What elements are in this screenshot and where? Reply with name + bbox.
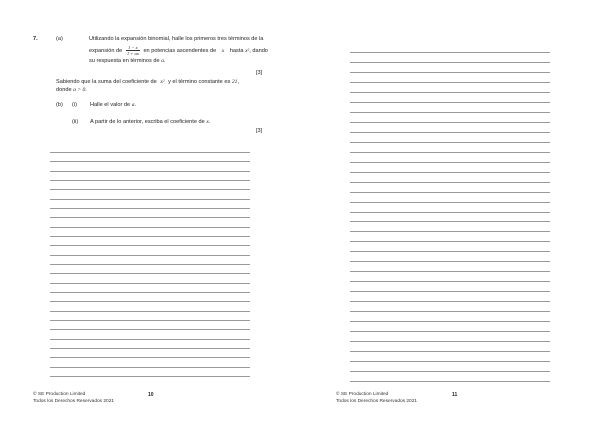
part-a-line-2-mid: en potencias ascendentes de	[143, 47, 217, 54]
variable-x: x	[221, 47, 225, 54]
answer-line	[350, 102, 550, 103]
answer-line	[350, 92, 550, 93]
answer-line	[50, 255, 250, 256]
part-a-line-2-pre: expansión de	[89, 47, 123, 54]
answer-line	[350, 72, 550, 73]
answer-line	[50, 236, 250, 237]
part-b-ii-pre: A partir de lo anterior, escriba el coeficiente de	[90, 119, 205, 125]
answer-line	[50, 339, 250, 340]
given-condition: a > 0	[73, 87, 86, 93]
part-a-line-3	[89, 58, 166, 65]
right-footer-rights: Todos los Derechos Reservados 2021	[336, 399, 418, 404]
answer-line	[350, 281, 550, 282]
part-b-ii-label: (ii)	[72, 119, 79, 125]
answer-line	[350, 52, 550, 53]
given-line-1-mid: y el término constante es	[168, 79, 231, 85]
answer-line	[50, 227, 250, 228]
given-line-1	[56, 79, 239, 86]
part-a-label: (a)	[56, 36, 63, 42]
given-line-2	[56, 87, 87, 94]
answer-line	[350, 221, 550, 222]
given-line-2-post: .	[85, 87, 87, 93]
answer-line	[350, 182, 550, 183]
part-b-i-variable: a	[131, 102, 135, 108]
binomial-fraction	[126, 45, 140, 56]
answer-line	[350, 142, 550, 143]
answer-line	[350, 241, 550, 242]
left-footer-rights: Todos los Derechos Reservados 2021	[33, 399, 115, 404]
answer-line	[50, 273, 250, 274]
answer-line	[50, 245, 250, 246]
answer-line	[350, 152, 550, 153]
answer-line	[350, 381, 550, 382]
part-b-i-text	[90, 102, 136, 109]
left-page-number: 10	[148, 392, 154, 398]
part-a-line-3-pre: su respuesta en términos de	[89, 58, 160, 64]
part-a-line-1: Utilizando la expansión binomial, halle los primeros tres términos de la	[89, 36, 264, 42]
answer-line	[350, 132, 550, 133]
answer-line	[50, 320, 250, 321]
fraction-denominator: 1 + ax	[126, 51, 139, 56]
answer-line	[350, 261, 550, 262]
given-line-1-post: ,	[237, 79, 239, 85]
variable-x-squared: x²	[245, 47, 250, 54]
answer-line	[350, 162, 550, 163]
part-b-i-pre: Halle el valor de	[90, 102, 131, 108]
given-value: 21	[231, 79, 238, 85]
marks-a: [3]	[256, 70, 263, 76]
answer-line	[350, 62, 550, 63]
answer-line	[50, 357, 250, 358]
part-b-ii-variable: x	[206, 119, 209, 125]
given-line-1-pre: Sabiendo que la suma del coeficiente de	[56, 79, 157, 85]
answer-line	[350, 82, 550, 83]
answer-line	[350, 192, 550, 193]
left-footer-copyright: © SE Production Limited	[33, 392, 86, 397]
answer-line	[50, 199, 250, 200]
part-b-i-post: .	[134, 102, 137, 108]
answer-line	[350, 251, 550, 252]
marks-b: [3]	[256, 128, 263, 134]
part-b-label: (b)	[56, 102, 63, 108]
answer-line	[50, 348, 250, 349]
right-page	[300, 0, 600, 424]
answer-line	[350, 122, 550, 123]
answer-line	[350, 172, 550, 173]
answer-line	[350, 212, 550, 213]
variable-a: a	[161, 58, 164, 64]
fraction-numerator: 1 − x	[126, 45, 140, 51]
answer-line	[50, 311, 250, 312]
answer-line	[50, 217, 250, 218]
answer-line	[50, 264, 250, 265]
answer-line	[50, 208, 250, 209]
answer-line	[350, 291, 550, 292]
right-page-number: 11	[452, 392, 458, 398]
part-a-line-2-post: , dando	[249, 47, 268, 54]
answer-line	[50, 189, 250, 190]
answer-line	[50, 329, 250, 330]
part-a-line-2-hasta: hasta	[229, 47, 244, 54]
answer-line	[50, 152, 250, 153]
answer-line	[350, 271, 550, 272]
part-b-ii-text	[90, 119, 210, 126]
answer-line	[350, 361, 550, 362]
given-line-2-pre: donde	[56, 87, 72, 93]
part-b-i-label: (i)	[72, 102, 77, 108]
given-x-squared: x²	[160, 79, 165, 85]
answer-line	[50, 367, 250, 368]
answer-line	[350, 351, 550, 352]
answer-line	[50, 180, 250, 181]
answer-line	[50, 171, 250, 172]
answer-line	[350, 112, 550, 113]
answer-line	[350, 202, 550, 203]
answer-line	[350, 321, 550, 322]
part-a-line-3-post: .	[163, 58, 166, 64]
part-b-ii-post: .	[208, 119, 211, 125]
answer-line	[50, 161, 250, 162]
answer-line	[50, 376, 250, 377]
answer-line	[350, 301, 550, 302]
answer-line	[50, 283, 250, 284]
question-number: 7.	[33, 36, 38, 42]
answer-line	[350, 231, 550, 232]
part-a-line-2	[89, 45, 268, 56]
right-footer-copyright: © SE Production Limited	[336, 392, 389, 397]
answer-line	[50, 301, 250, 302]
answer-line	[350, 371, 550, 372]
answer-line	[350, 341, 550, 342]
answer-line	[350, 331, 550, 332]
answer-line	[50, 292, 250, 293]
answer-line	[350, 311, 550, 312]
